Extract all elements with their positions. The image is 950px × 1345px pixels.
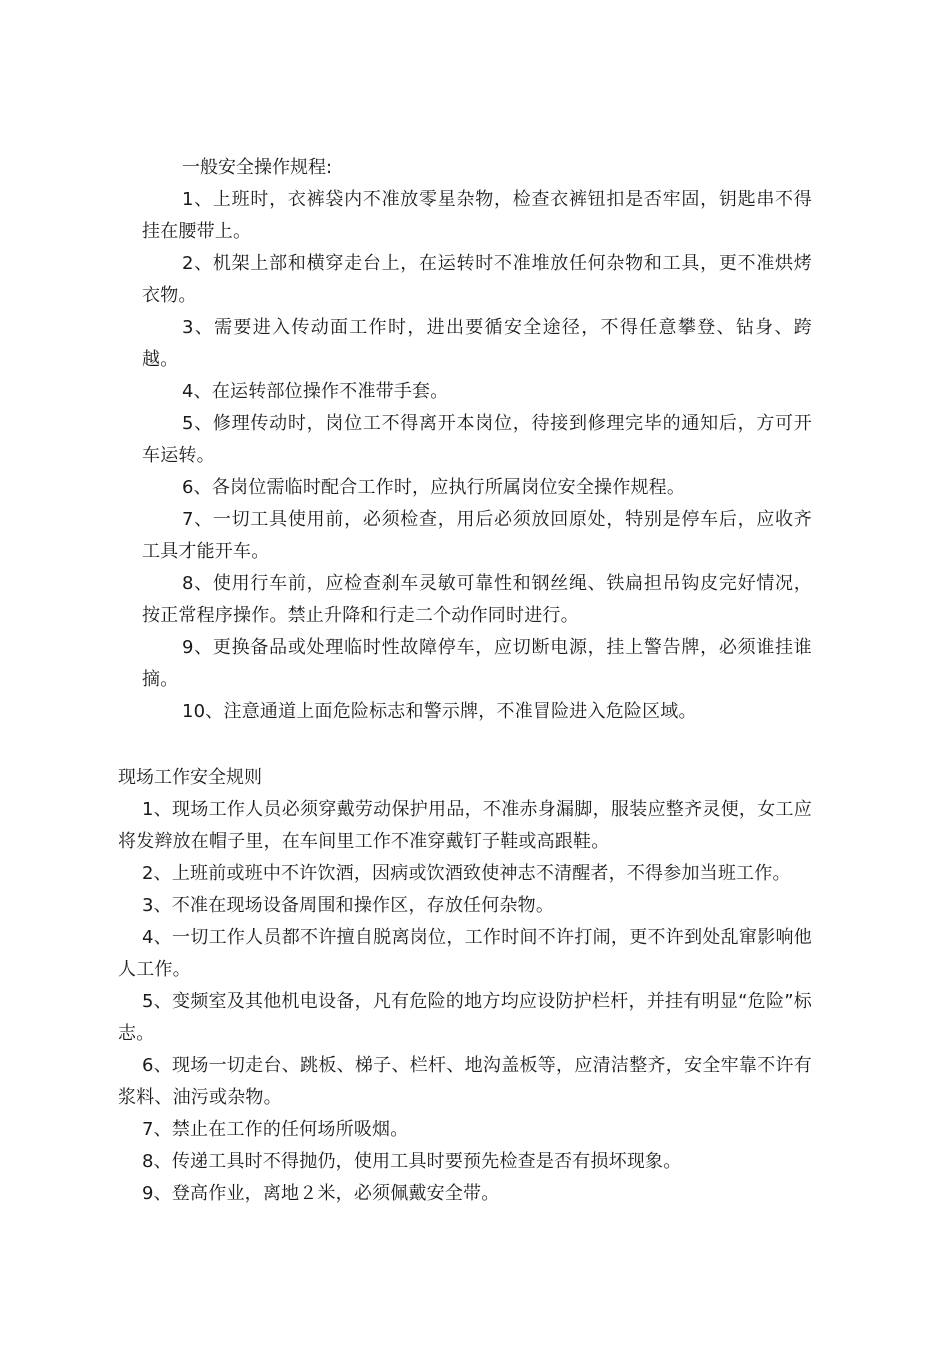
rule-item: 10、注意通道上面危险标志和警示牌，不准冒险进入危险区域。 xyxy=(182,701,697,722)
rule-item: 1、上班时，衣裤袋内不准放零星杂物，检查衣裤钮扣是否牢固，钥匙串不得挂在腰带上。 xyxy=(142,189,812,242)
rule-item: 3、需要进入传动面工作时，进出要循安全途径，不得任意攀登、钻身、跨越。 xyxy=(142,317,812,370)
rule-item: 4、在运转部位操作不准带手套。 xyxy=(182,381,449,402)
rules-list xyxy=(118,794,812,1210)
rule-item: 9、登高作业，离地２米，必须佩戴安全带。 xyxy=(142,1183,500,1204)
rule-item: 5、修理传动时，岗位工不得离开本岗位，待接到修理完毕的通知后，方可开车运转。 xyxy=(142,413,812,466)
rule-item: 7、禁止在工作的任何场所吸烟。 xyxy=(142,1119,409,1140)
rule-item: 8、传递工具时不得抛仍，使用工具时要预先检查是否有损坏现象。 xyxy=(142,1151,682,1172)
rules-list xyxy=(142,184,812,728)
rule-item: 4、一切工作人员都不许擅自脱离岗位，工作时间不许打闹，更不许到处乱窜影响他人工作。 xyxy=(118,927,812,980)
section-title: 现场工作安全规则 xyxy=(118,767,262,788)
rule-item: 5、变频室及其他机电设备，凡有危险的地方均应设防护栏杆，并挂有明显“危险”标志。 xyxy=(118,991,812,1044)
rule-item: 2、机架上部和横穿走台上，在运转时不准堆放任何杂物和工具，更不准烘烤衣物。 xyxy=(142,253,812,306)
rule-item: 1、现场工作人员必须穿戴劳动保护用品，不准赤身漏脚，服装应整齐灵便，女工应将发辫放在帽子里，在车间里工作不准穿戴钉子鞋或高跟鞋。 xyxy=(118,799,812,852)
rule-item: 6、现场一切走台、跳板、梯子、栏杆、地沟盖板等，应清洁整齐，安全牢靠不许有浆料、油污或杂物。 xyxy=(118,1055,812,1108)
rule-item: 9、更换备品或处理临时性故障停车，应切断电源，挂上警告牌，必须谁挂谁摘。 xyxy=(142,637,812,690)
section-title: 一般安全操作规程: xyxy=(182,157,333,178)
rule-item: 2、上班前或班中不许饮酒，因病或饮酒致使神志不清醒者，不得参加当班工作。 xyxy=(142,863,791,884)
rule-item: 8、使用行车前，应检查刹车灵敏可靠性和钢丝绳、铁扁担吊钩皮完好情况，按正常程序操作。禁止升降和行走二个动作同时进行。 xyxy=(142,573,812,626)
rule-item: 7、一切工具使用前，必须检查，用后必须放回原处，特别是停车后，应收齐工具才能开车。 xyxy=(142,509,812,562)
site-safety-rules-section xyxy=(118,762,812,1210)
general-safety-rules-section xyxy=(142,152,812,728)
rule-item: 6、各岗位需临时配合工作时，应执行所属岗位安全操作规程。 xyxy=(182,477,686,498)
rule-item: 3、不准在现场设备周围和操作区，存放任何杂物。 xyxy=(142,895,555,916)
